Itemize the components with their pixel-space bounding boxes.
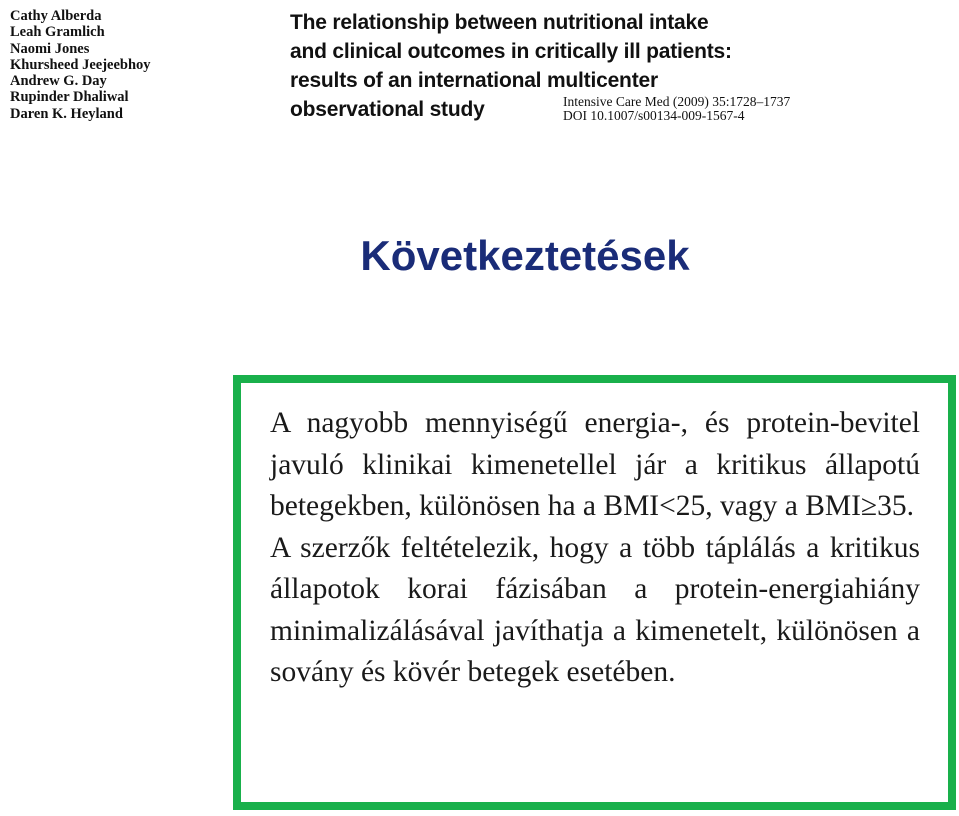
journal-reference: Intensive Care Med (2009) 35:1728–1737 (563, 94, 791, 109)
paper-title-line: and clinical outcomes in critically ill patients: (290, 40, 732, 63)
author-name: Daren K. Heyland (10, 105, 123, 122)
author-name: Leah Gramlich (10, 24, 105, 41)
citation (563, 95, 790, 122)
author-name: Andrew G. Day (10, 73, 107, 90)
author-list (10, 8, 151, 122)
author-name: Naomi Jones (10, 40, 90, 57)
author-name: Cathy Alberda (10, 8, 102, 24)
paper-title-line: The relationship between nutritional intake (290, 11, 709, 34)
conclusions-text (270, 403, 920, 694)
paper-title-line: results of an international multicenter (290, 69, 658, 92)
author-name: Khursheed Jeejeebhoy (10, 56, 151, 73)
paper-title-line: observational study (290, 98, 485, 121)
author-name: Rupinder Dhaliwal (10, 89, 129, 106)
conclusions-box (233, 375, 956, 810)
doi: DOI 10.1007/s00134-009-1567-4 (563, 107, 745, 123)
conclusion-paragraph: A nagyobb mennyiségű energia-, és protein-bevitel javuló klinikai kimenetellel jár a kritikus állapotú betegekben, különösen ha a BMI<25, vagy a BMI≥35. (270, 407, 920, 522)
conclusion-paragraph: A szerzők feltételezik, hogy a több táplálás a kritikus állapotok korai fázisában a protein-energiahiány minimalizálásával javíthatja a kimenetelt, különösen a sovány és kövér betegek esetében. (270, 531, 920, 688)
page-title: Következtetések (360, 232, 690, 279)
